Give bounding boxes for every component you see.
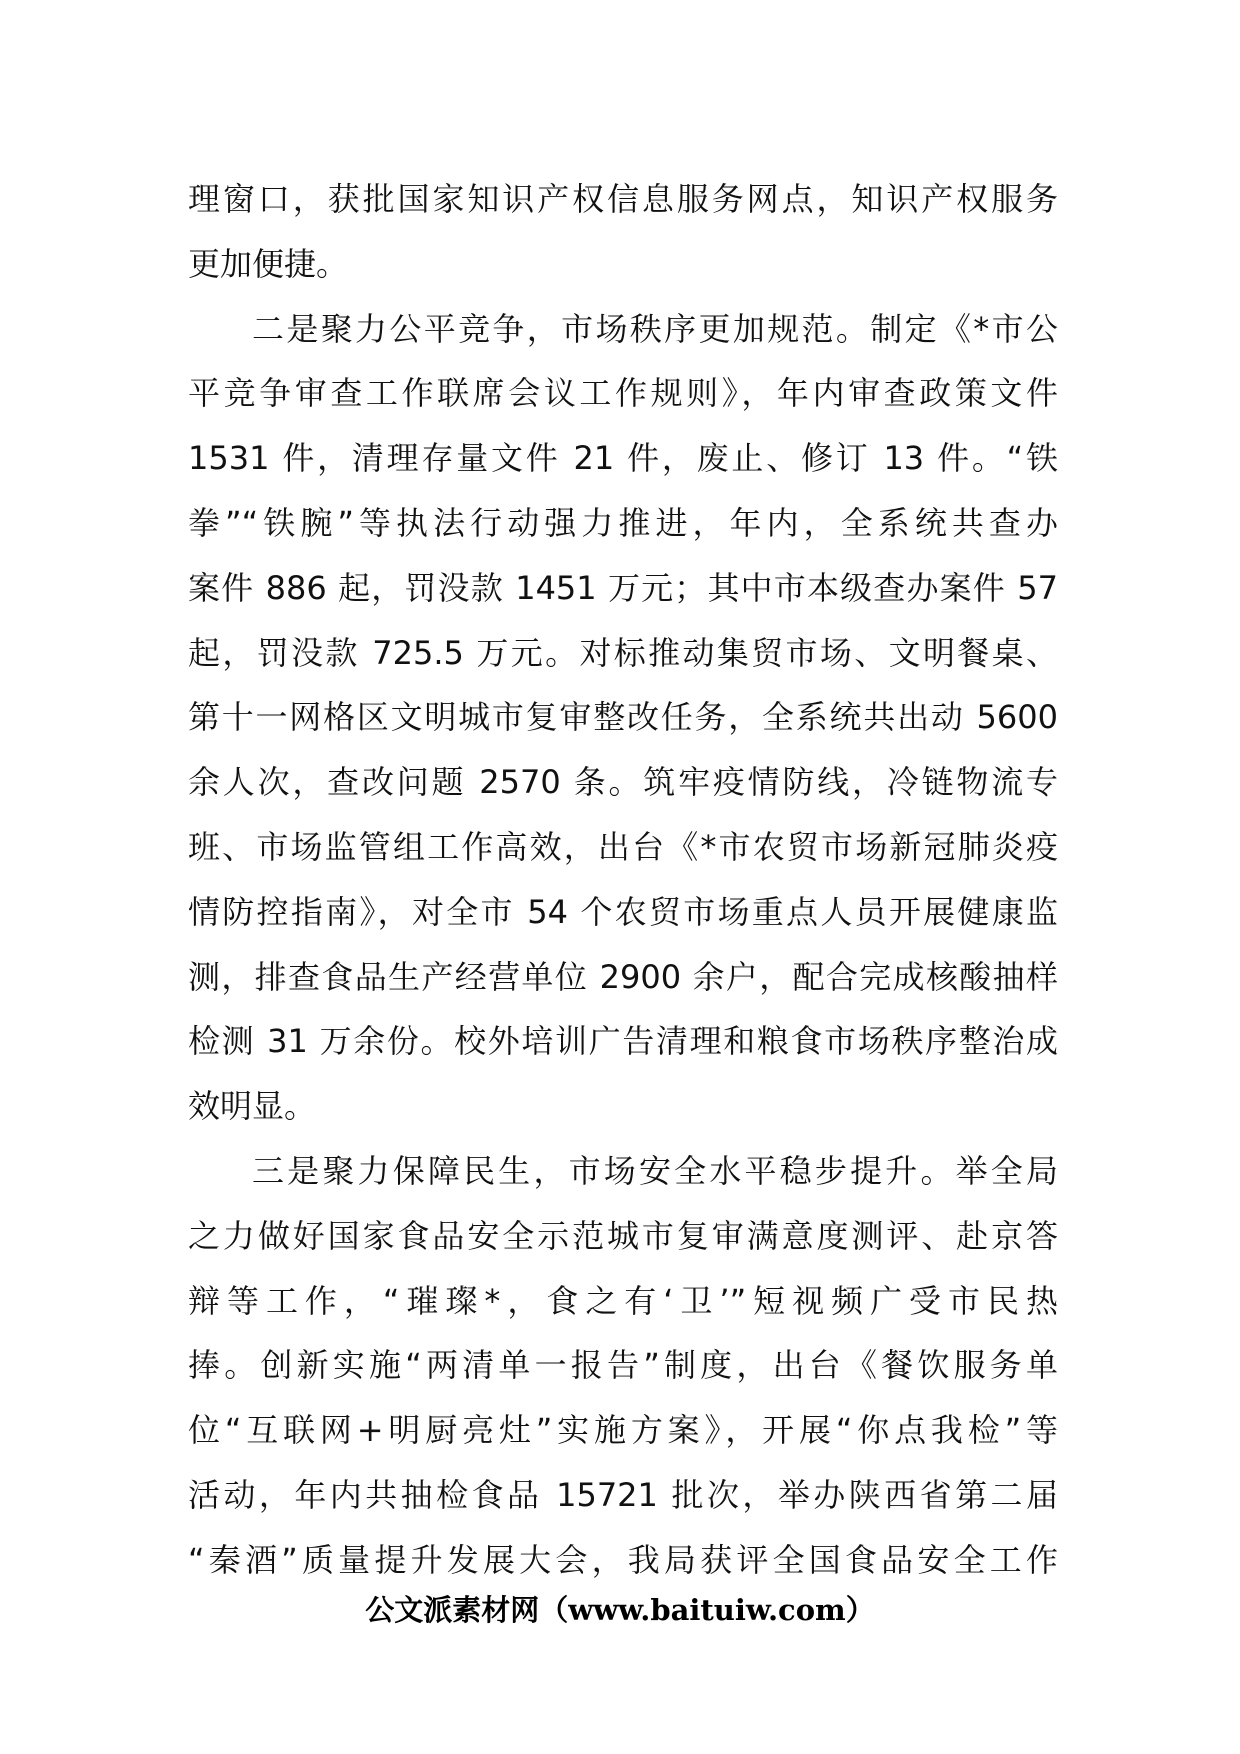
text-line: 1531 件，清理存量文件 21 件，废止、修订 13 件。“铁 (188, 439, 1058, 478)
text-line: 检测 31 万余份。校外培训广告清理和粮食市场秩序整治成 (188, 1022, 1058, 1061)
text-line: 余人次，查改问题 2570 条。筑牢疫情防线，冷链物流专 (188, 763, 1058, 802)
text-line: 捧。创新实施“两清单一报告”制度，出台《餐饮服务单 (188, 1346, 1058, 1385)
document-body (188, 167, 1058, 1593)
paragraph-start-line: 三是聚力保障民生，市场安全水平稳步提升。举全局 (252, 1151, 1058, 1190)
text-line: 测，排查食品生产经营单位 2900 余户，配合完成核酸抽样 (188, 957, 1058, 996)
text-line: 之力做好国家食品安全示范城市复审满意度测评、赴京答 (188, 1216, 1058, 1255)
text-line: 案件 886 起，罚没款 1451 万元；其中市本级查办案件 57 (188, 568, 1058, 607)
text-line: 活动，年内共抽检食品 15721 批次，举办陕西省第二届 (188, 1475, 1058, 1514)
text-line: 更加便捷。 (188, 244, 349, 283)
text-line: 位“互联网+明厨亮灶”实施方案》，开展“你点我检”等 (188, 1411, 1058, 1450)
text-line: 拳”“铁腕”等执法行动强力推进，年内，全系统共查办 (188, 503, 1058, 542)
text-line: 辩等工作，“璀璨*，食之有‘卫’”短视频广受市民热 (188, 1281, 1058, 1320)
text-line: 平竞争审查工作联席会议工作规则》，年内审查政策文件 (188, 374, 1058, 413)
text-line: “秦酒”质量提升发展大会，我局获评全国食品安全工作 (188, 1540, 1058, 1579)
text-line: 班、市场监管组工作高效，出台《*市农贸市场新冠肺炎疫 (188, 827, 1058, 866)
text-line: 理窗口，获批国家知识产权信息服务网点，知识产权服务 (188, 180, 1058, 218)
text-line: 起，罚没款 725.5 万元。对标推动集贸市场、文明餐桌、 (188, 633, 1058, 672)
text-line: 效明显。 (188, 1087, 317, 1126)
text-line: 第十一网格区文明城市复审整改任务，全系统共出动 5600 (188, 698, 1058, 737)
paragraph-start-line: 二是聚力公平竞争，市场秩序更加规范。制定《*市公 (252, 309, 1058, 348)
footer-watermark: 公文派素材网（www.baituiw.com） (365, 1593, 875, 1627)
text-line: 情防控指南》，对全市 54 个农贸市场重点人员开展健康监 (188, 892, 1058, 931)
